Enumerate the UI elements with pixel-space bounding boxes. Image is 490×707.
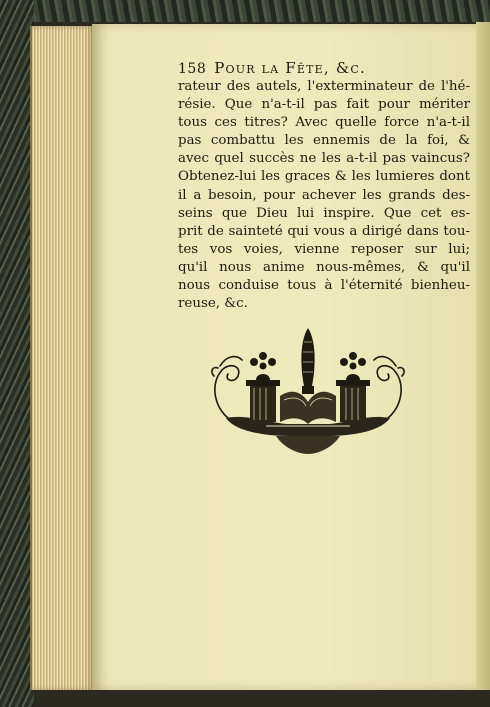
body-line: nous conduise tous à l'éternité bienheu- [178, 278, 470, 294]
marbled-cover-top [0, 0, 490, 22]
text-block [178, 59, 470, 313]
body-line: reuse, &c. [178, 296, 248, 312]
body-line: prit de sainteté qui vous a dirigé dans tou- [178, 223, 470, 239]
body-line: rateur des autels, l'exterminateur de l'hé- [178, 79, 470, 94]
page-edges [30, 26, 94, 690]
body-line: avec quel succès ne les a-t-il pas vaincus? [178, 151, 470, 167]
facing-page-edge [476, 22, 490, 690]
marbled-cover [0, 0, 34, 707]
body-line: résie. Que n'a-t-il pas fait pour mériter [178, 97, 470, 113]
running-title: Pour la Fête, &c. [214, 59, 366, 77]
body-line: il a besoin, pour achever les grands des- [178, 187, 470, 203]
page-number: 158 [178, 61, 207, 77]
body-line: qu'il nous anime nous-mêmes, & qu'il [178, 259, 470, 275]
body-line: tes vos voies, vienne reposer sur lui; [178, 241, 470, 257]
body-line: Obtenez-lui les graces & les lumieres dont [178, 169, 470, 185]
urn-tailpiece-icon [206, 326, 410, 456]
body-line: seins que Dieu lui inspire. Que cet es- [178, 205, 470, 221]
body-line: tous ces titres? Avec quelle force n'a-t-il [178, 115, 470, 131]
running-head [178, 59, 470, 78]
body-line: pas combattu les ennemis de la foi, & [178, 133, 470, 149]
